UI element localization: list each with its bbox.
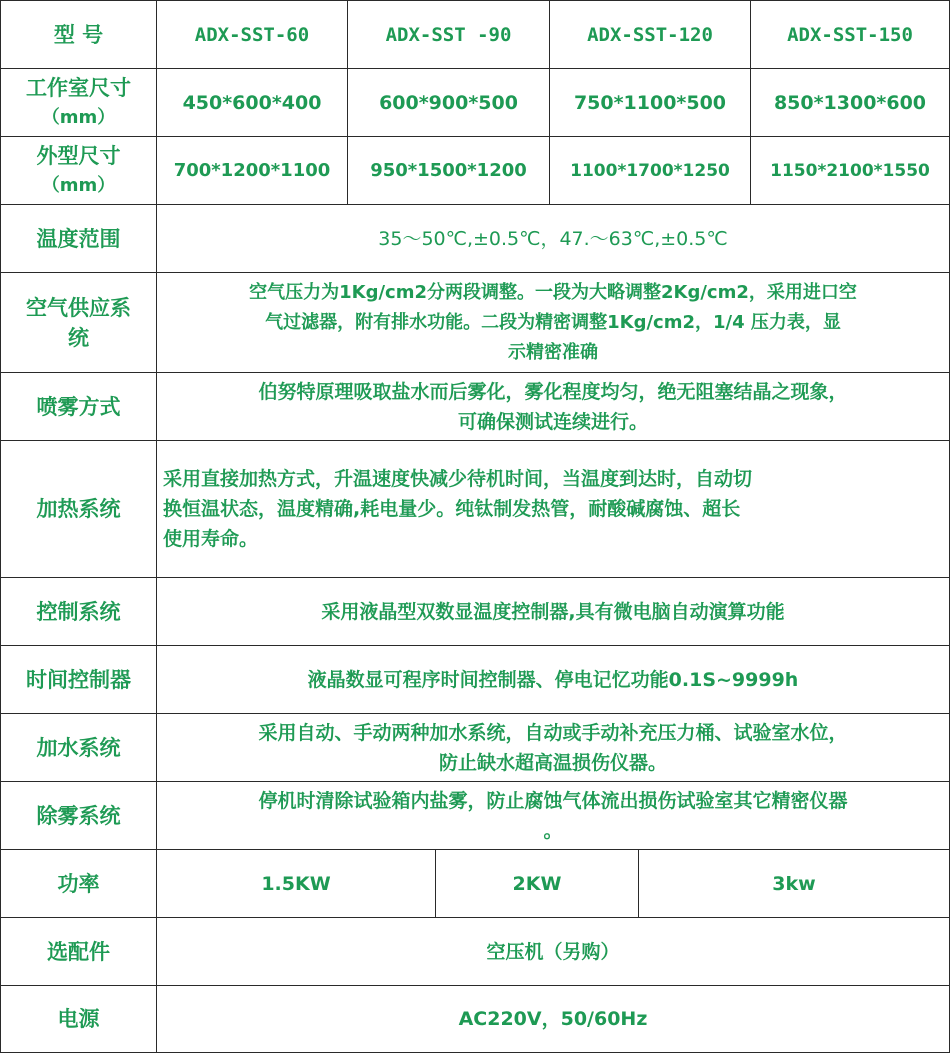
outer-size-label-line2: （mm） bbox=[41, 174, 116, 196]
outer-size-label bbox=[0, 136, 156, 204]
chamber-size-120: 750*1100*500 bbox=[549, 68, 750, 136]
spray-row bbox=[0, 372, 950, 440]
water-label: 加水系统 bbox=[0, 713, 156, 781]
power-supply-value: AC220V，50/60Hz bbox=[156, 985, 950, 1053]
outer-size-row bbox=[0, 136, 950, 204]
heating-line-2: 换恒温状态，温度精确,耗电量少。纯钛制发热管，耐酸碱腐蚀、超长 bbox=[163, 498, 741, 520]
power-value-3: 3kw bbox=[638, 849, 950, 917]
temperature-value: 35～50℃,±0.5℃，47.～63℃,±0.5℃ bbox=[156, 204, 950, 272]
model-row bbox=[0, 0, 950, 68]
air-supply-line-2: 气过滤器，附有排水功能。二段为精密调整1Kg/cm2，1/4 压力表，显 bbox=[265, 311, 841, 333]
air-supply-line-3: 示精密准确 bbox=[508, 341, 598, 363]
outer-size-label-line1: 外型尺寸 bbox=[36, 143, 121, 168]
heating-label: 加热系统 bbox=[0, 440, 156, 577]
air-supply-value bbox=[156, 272, 950, 372]
heating-line-3: 使用寿命。 bbox=[163, 528, 259, 550]
timer-row bbox=[0, 645, 950, 713]
defog-value bbox=[156, 781, 950, 849]
heating-row bbox=[0, 440, 950, 577]
chamber-size-60: 450*600*400 bbox=[156, 68, 347, 136]
chamber-size-row bbox=[0, 68, 950, 136]
spray-label: 喷雾方式 bbox=[0, 372, 156, 440]
air-supply-line-1: 空气压力为1Kg/cm2分两段调整。一段为大略调整2Kg/cm2，采用进口空 bbox=[249, 281, 857, 303]
model-90: ADX-SST -90 bbox=[347, 0, 549, 68]
accessory-label: 选配件 bbox=[0, 917, 156, 985]
model-label: 型 号 bbox=[0, 0, 156, 68]
water-value bbox=[156, 713, 950, 781]
outer-size-150: 1150*2100*1550 bbox=[750, 136, 950, 204]
heating-line-1: 采用直接加热方式，升温速度快减少待机时间，当温度到达时，自动切 bbox=[163, 468, 753, 490]
model-60: ADX-SST-60 bbox=[156, 0, 347, 68]
outer-size-120: 1100*1700*1250 bbox=[549, 136, 750, 204]
control-label: 控制系统 bbox=[0, 577, 156, 645]
air-supply-label bbox=[0, 272, 156, 372]
model-120: ADX-SST-120 bbox=[549, 0, 750, 68]
power-row bbox=[0, 849, 950, 917]
spray-line-2: 可确保测试连续进行。 bbox=[457, 410, 648, 433]
spray-line-1: 伯努特原理吸取盐水而后雾化，雾化程度均匀，绝无阻塞结晶之现象， bbox=[258, 380, 848, 403]
defog-label: 除雾系统 bbox=[0, 781, 156, 849]
chamber-size-label-line1: 工作室尺寸 bbox=[26, 75, 131, 100]
air-supply-label-line2: 统 bbox=[68, 325, 89, 350]
water-row bbox=[0, 713, 950, 781]
defog-line-2: 。 bbox=[543, 819, 563, 842]
chamber-size-150: 850*1300*600 bbox=[750, 68, 950, 136]
temperature-row bbox=[0, 204, 950, 272]
chamber-size-label bbox=[0, 68, 156, 136]
control-row bbox=[0, 577, 950, 645]
power-supply-row bbox=[0, 985, 950, 1053]
water-line-2: 防止缺水超高温损伤仪器。 bbox=[438, 751, 667, 774]
air-supply-row bbox=[0, 272, 950, 372]
spray-value bbox=[156, 372, 950, 440]
chamber-size-label-line2: （mm） bbox=[41, 106, 116, 128]
water-line-1: 采用自动、手动两种加水系统，自动或手动补充压力桶、试验室水位， bbox=[258, 721, 848, 744]
chamber-size-90: 600*900*500 bbox=[347, 68, 549, 136]
timer-value: 液晶数显可程序时间控制器、停电记忆功能0.1S~9999h bbox=[156, 645, 950, 713]
outer-size-60: 700*1200*1100 bbox=[156, 136, 347, 204]
power-supply-label: 电源 bbox=[0, 985, 156, 1053]
accessory-row bbox=[0, 917, 950, 985]
defog-line-1: 停机时清除试验箱内盐雾，防止腐蚀气体流出损伤试验室其它精密仪器 bbox=[258, 789, 848, 812]
power-label: 功率 bbox=[0, 849, 156, 917]
power-value-2: 2KW bbox=[435, 849, 638, 917]
control-value: 采用液晶型双数显温度控制器,具有微电脑自动演算功能 bbox=[156, 577, 950, 645]
air-supply-label-line1: 空气供应系 bbox=[26, 295, 131, 320]
temperature-label: 温度范围 bbox=[0, 204, 156, 272]
heating-value bbox=[156, 440, 950, 577]
model-150: ADX-SST-150 bbox=[750, 0, 950, 68]
defog-row bbox=[0, 781, 950, 849]
accessory-value: 空压机（另购） bbox=[156, 917, 950, 985]
timer-label: 时间控制器 bbox=[0, 645, 156, 713]
power-value-1: 1.5KW bbox=[156, 849, 435, 917]
outer-size-90: 950*1500*1200 bbox=[347, 136, 549, 204]
